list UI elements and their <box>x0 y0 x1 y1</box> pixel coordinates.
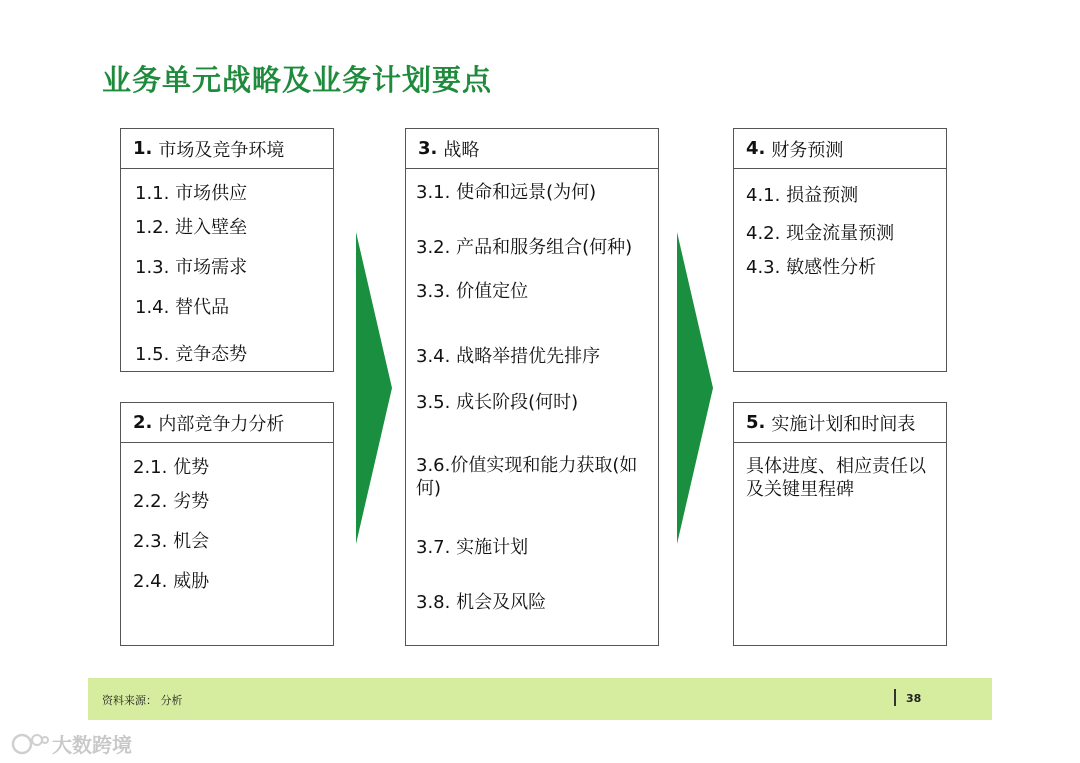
list-item: 3.6.价值实现和能力获取(如何) <box>416 455 638 499</box>
list-item: 1.1. 市场供应 <box>135 183 248 204</box>
list-item: 1.5. 竞争态势 <box>135 344 248 365</box>
box-market-environment <box>120 128 334 372</box>
list-item: 2.1. 优势 <box>133 457 210 478</box>
source-note: 资料来源： 分析 <box>102 694 183 707</box>
box-header <box>734 403 946 443</box>
box-number: 2. <box>133 412 153 433</box>
box-number: 4. <box>746 138 766 159</box>
list-item: 3.7. 实施计划 <box>416 537 529 558</box>
box-number: 3. <box>418 138 438 159</box>
arrow-right-icon <box>675 230 715 546</box>
list-item: 1.3. 市场需求 <box>135 257 248 278</box>
list-item: 2.3. 机会 <box>133 531 210 552</box>
box-header <box>121 129 333 169</box>
footer-bar <box>88 678 992 720</box>
list-item: 4.1. 损益预测 <box>746 185 859 206</box>
box-strategy <box>405 128 659 646</box>
box-internal-competitiveness <box>120 402 334 646</box>
list-item: 1.2. 进入壁垒 <box>135 217 248 238</box>
list-item: 4.3. 敏感性分析 <box>746 257 877 278</box>
box-header <box>406 129 658 169</box>
box-header <box>734 129 946 169</box>
box-header <box>121 403 333 443</box>
box-title: 市场及竞争环境 <box>158 139 285 161</box>
list-item: 3.4. 战略举措优先排序 <box>416 346 601 367</box>
box-implementation-schedule <box>733 402 947 646</box>
list-item: 1.4. 替代品 <box>135 297 230 318</box>
list-item: 2.4. 威胁 <box>133 571 210 592</box>
watermark-logo-icon <box>10 731 50 757</box>
page-title: 业务单元战略及业务计划要点 <box>102 63 493 97</box>
list-item: 2.2. 劣势 <box>133 491 210 512</box>
box-number: 1. <box>133 138 153 159</box>
list-item: 4.2. 现金流量预测 <box>746 223 895 244</box>
arrow-right-icon <box>354 230 394 546</box>
list-item: 3.5. 成长阶段(何时) <box>416 392 579 413</box>
box-financial-forecast <box>733 128 947 372</box>
box-title: 战略 <box>443 139 480 161</box>
box-title: 财务预测 <box>771 139 844 161</box>
divider <box>894 689 896 706</box>
list-item: 3.2. 产品和服务组合(何种) <box>416 237 633 258</box>
box-title: 实施计划和时间表 <box>771 413 916 435</box>
list-item: 3.3. 价值定位 <box>416 281 529 302</box>
page-number: 38 <box>906 692 922 705</box>
watermark-text: 大数跨境 <box>52 733 132 757</box>
list-item: 具体进度、相应责任以及关键里程碑 <box>746 456 926 500</box>
list-item: 3.8. 机会及风险 <box>416 592 547 613</box>
box-title: 内部竞争力分析 <box>158 413 285 435</box>
list-item: 3.1. 使命和远景(为何) <box>416 182 597 203</box>
box-number: 5. <box>746 412 766 433</box>
